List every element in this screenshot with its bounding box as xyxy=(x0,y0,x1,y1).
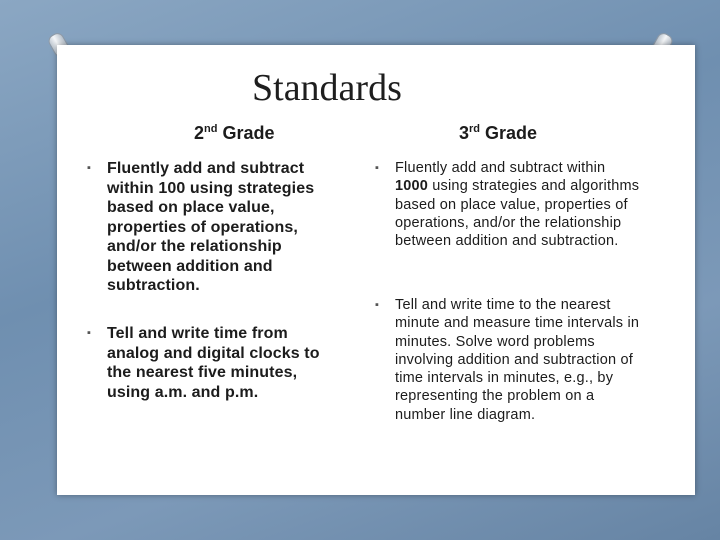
heading-label: Grade xyxy=(480,123,538,143)
list-item xyxy=(395,296,640,424)
list-item xyxy=(107,159,332,296)
item-text: Fluently add and subtract within xyxy=(107,160,305,197)
item-text-continued: using strategies based on place value, properties of operations, and/or the relationship between addition and subtraction. xyxy=(107,179,315,294)
item-text: Fluently add and subtract within xyxy=(395,160,606,176)
column-heading-3rd-grade xyxy=(459,123,537,144)
list-item xyxy=(395,159,640,250)
slide-title: Standards xyxy=(252,67,402,109)
bullet-icon: ▪ xyxy=(375,162,379,174)
column-heading-2nd-grade xyxy=(194,123,275,144)
bullet-icon: ▪ xyxy=(375,299,379,311)
bullet-icon: ▪ xyxy=(87,327,91,339)
heading-label: Grade xyxy=(217,123,275,143)
heading-ordinal-suffix: nd xyxy=(204,123,218,135)
item-text: Tell and write time from analog and digital clocks to the nearest five minutes, using a.m. and p.m. xyxy=(107,325,320,401)
item-number-bold: 100 xyxy=(158,179,186,197)
list-item xyxy=(107,324,332,402)
bullet-icon: ▪ xyxy=(87,162,91,174)
item-text: Tell and write time to the nearest minute and measure time intervals in minutes. Solve word problems involving addition and subtraction of time intervals in minutes, e.g., by representing the problem on a number line diagram. xyxy=(395,297,640,423)
item-number-bold: 1000 xyxy=(395,178,429,195)
item-text-continued: using strategies and algorithms based on place value, properties of operations, and/or the relationship between addition and subtraction. xyxy=(395,178,640,250)
heading-ordinal-suffix: rd xyxy=(469,123,481,135)
heading-number: 3 xyxy=(459,123,470,143)
heading-number: 2 xyxy=(194,123,205,143)
